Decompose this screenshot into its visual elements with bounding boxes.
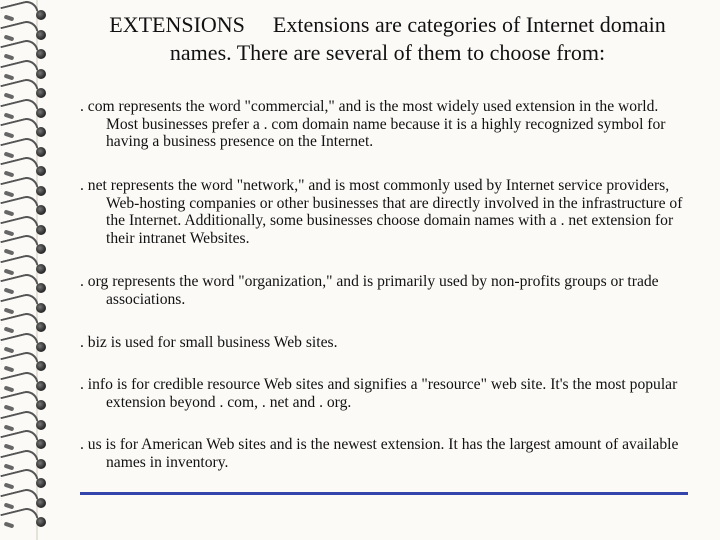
binding-ring (2, 43, 50, 61)
ring-hole (36, 303, 46, 313)
title-keyword: EXTENSIONS (109, 12, 245, 37)
binding-ring (2, 297, 50, 315)
ring-hole (36, 439, 46, 449)
ring-hole (36, 283, 46, 293)
ring-hole (36, 459, 46, 469)
binding-ring (2, 453, 50, 471)
binding-ring (2, 82, 50, 100)
binding-ring (2, 141, 50, 159)
ring-hole (36, 400, 46, 410)
binding-ring (2, 375, 50, 393)
list-item-net: . net represents the word "network," and is most commonly used by Internet service providers, Web-hosting companies or other businesses that are directly involved in the infrastructure of the Internet. Additionally, some businesses choose domain names with a . net extension for their intranet Websites. (80, 177, 683, 247)
ring-hole (36, 420, 46, 430)
bottom-divider (80, 492, 688, 495)
binding-ring (2, 511, 50, 529)
binding-ring (2, 277, 50, 295)
binding-ring (2, 121, 50, 139)
slide-title (80, 11, 695, 67)
binding-ring (2, 102, 50, 120)
ring-hole (36, 244, 46, 254)
binding-ring (2, 219, 50, 237)
ring-hole (36, 342, 46, 352)
ring-hole (36, 30, 46, 40)
ring-hole (36, 205, 46, 215)
binding-ring (2, 238, 50, 256)
binding-ring (2, 336, 50, 354)
ring-hole (36, 147, 46, 157)
ring-hole (36, 264, 46, 274)
binding-ring (2, 63, 50, 81)
ring-hole (36, 478, 46, 488)
binding-ring (2, 4, 50, 22)
list-item-com: . com represents the word "commercial," and is the most widely used extension in the world. Most businesses prefer a . com domain name because it is a highly recognized symbol for having a business presence on the Internet. (80, 98, 666, 151)
ring-hole (36, 498, 46, 508)
binding-ring (2, 472, 50, 490)
binding-ring (2, 492, 50, 510)
list-item-org: . org represents the word "organization," and is primarily used by non-profits groups or trade associations. (80, 273, 659, 308)
binding-ring (2, 160, 50, 178)
binding-ring (2, 316, 50, 334)
binding-ring (2, 180, 50, 198)
ring-hole (36, 127, 46, 137)
ring-hole (36, 88, 46, 98)
title-text: Extensions are categories of Internet domain names. There are several of them to choose from: (169, 12, 666, 65)
binding-ring (2, 258, 50, 276)
list-item-us: . us is for American Web sites and is the newest extension. It has the largest amount of available names in inventory. (80, 436, 679, 471)
ring-hole (36, 69, 46, 79)
spiral-binding (0, 0, 58, 540)
list-item-info: . info is for credible resource Web sites and signifies a "resource" web site. It's the most popular extension beyond . com, . net and . org. (80, 376, 678, 411)
ring-hole (36, 381, 46, 391)
ring-hole (36, 10, 46, 20)
ring-hole (36, 361, 46, 371)
ring-hole (36, 108, 46, 118)
binding-ring (2, 355, 50, 373)
ring-hole (36, 225, 46, 235)
ring-hole (36, 322, 46, 332)
binding-ring (2, 24, 50, 42)
binding-ring (2, 414, 50, 432)
binding-ring (2, 433, 50, 451)
binding-ring (2, 394, 50, 412)
ring-hole (36, 166, 46, 176)
ring-hole (36, 186, 46, 196)
ring-hole (36, 49, 46, 59)
list-item-biz: . biz is used for small business Web sites. (80, 334, 338, 351)
binding-ring (2, 199, 50, 217)
ring-hole (36, 517, 46, 527)
